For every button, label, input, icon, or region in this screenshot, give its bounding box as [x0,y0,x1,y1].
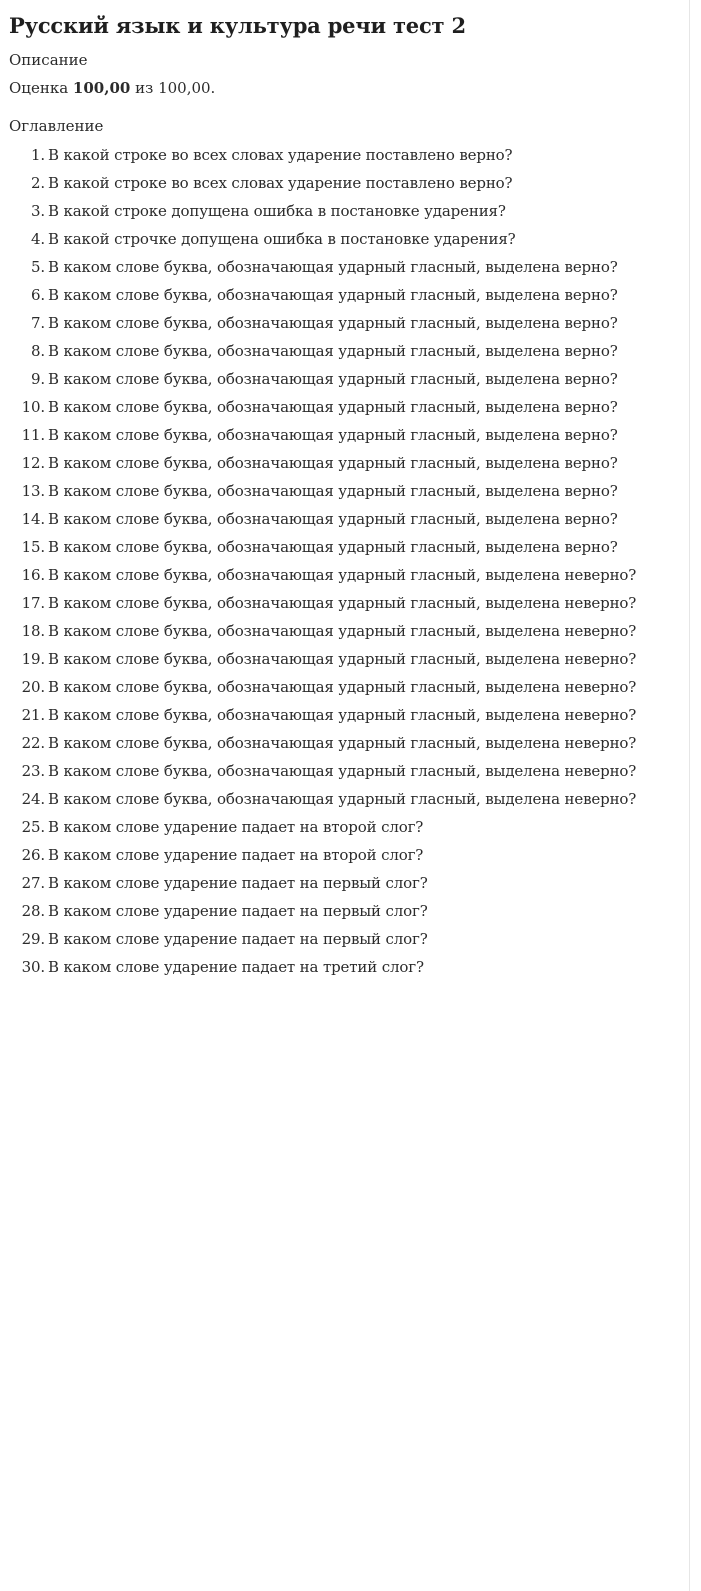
toc-item-number: 19. [21,650,45,668]
toc-item-number: 22. [21,734,45,752]
toc-item-link[interactable]: В каком слове буква, обозначающая ударный гласный, выделена неверно? [48,566,637,584]
toc-item[interactable] [9,225,675,253]
toc-item-number: 9. [30,370,45,388]
toc-item-link[interactable]: В каком слове буква, обозначающая ударный гласный, выделена верно? [48,258,618,276]
toc-item-link[interactable]: В какой строке во всех словах ударение поставлено верно? [48,146,513,164]
toc-item[interactable] [9,925,675,953]
toc-item[interactable] [9,365,675,393]
toc-item-number: 23. [21,762,45,780]
toc-item-link[interactable]: В каком слове буква, обозначающая ударный гласный, выделена верно? [48,510,618,528]
toc-item-number: 15. [21,538,45,556]
toc-item-number: 28. [21,902,45,920]
toc-item-number: 25. [21,818,45,836]
toc-item[interactable] [9,869,675,897]
toc-item[interactable] [9,785,675,813]
toc-item-number: 12. [21,454,45,472]
toc-item-link[interactable]: В каком слове ударение падает на второй слог? [48,818,424,836]
toc-label: Оглавление [9,117,104,135]
toc-item-number: 16. [21,566,45,584]
toc-item-link[interactable]: В каком слове буква, обозначающая ударный гласный, выделена неверно? [48,594,637,612]
toc-item-link[interactable]: В какой строчке допущена ошибка в постановке ударения? [48,230,516,248]
toc-item-number: 4. [30,230,45,248]
toc-item[interactable] [9,841,675,869]
toc-item[interactable] [9,393,675,421]
toc-item-number: 29. [21,930,45,948]
toc-item[interactable] [9,337,675,365]
toc-item-number: 6. [30,286,45,304]
toc-item[interactable] [9,645,675,673]
grade-value: 100,00 [72,79,131,97]
toc-item[interactable] [9,253,675,281]
toc-item-link[interactable]: В каком слове ударение падает на первый слог? [48,930,428,948]
toc-item-link[interactable]: В каком слове буква, обозначающая ударный гласный, выделена неверно? [48,790,637,808]
toc-item[interactable] [9,813,675,841]
grade-suffix: из 100,00. [135,79,216,97]
toc-item-number: 30. [21,958,45,976]
toc-item-number: 24. [21,790,45,808]
toc-item-number: 27. [21,874,45,892]
toc-item-link[interactable]: В какой строке во всех словах ударение поставлено верно? [48,174,513,192]
toc-item[interactable] [9,421,675,449]
description-label: Описание [9,51,88,69]
toc-item-link[interactable]: В каком слове ударение падает на третий слог? [48,958,424,976]
toc-item-number: 14. [21,510,45,528]
toc-item[interactable] [9,197,675,225]
page-title: Русский язык и культура речи тест 2 [9,13,466,38]
toc-item-link[interactable]: В каком слове буква, обозначающая ударный гласный, выделена неверно? [48,678,637,696]
toc-item-link[interactable]: В каком слове буква, обозначающая ударный гласный, выделена неверно? [48,650,637,668]
toc-item[interactable] [9,757,675,785]
toc-item-number: 10. [21,398,45,416]
toc-item[interactable] [9,505,675,533]
toc-item-link[interactable]: В какой строке допущена ошибка в постановке ударения? [48,202,506,220]
toc-item-number: 8. [30,342,45,360]
toc-item-link[interactable]: В каком слове буква, обозначающая ударный гласный, выделена неверно? [48,622,637,640]
toc-item-number: 20. [21,678,45,696]
toc-item-number: 5. [30,258,45,276]
toc-item-link[interactable]: В каком слове буква, обозначающая ударный гласный, выделена верно? [48,342,618,360]
toc-item[interactable] [9,281,675,309]
toc-item-link[interactable]: В каком слове буква, обозначающая ударный гласный, выделена неверно? [48,706,637,724]
toc-item[interactable] [9,673,675,701]
toc-item[interactable] [9,477,675,505]
toc-item-number: 3. [30,202,45,220]
grade-line [9,76,689,100]
toc-item-link[interactable]: В каком слове ударение падает на первый слог? [48,902,428,920]
toc-item[interactable] [9,561,675,589]
toc-item-link[interactable]: В каком слове буква, обозначающая ударный гласный, выделена неверно? [48,734,637,752]
toc-item[interactable] [9,141,675,169]
toc-item-link[interactable]: В каком слове буква, обозначающая ударный гласный, выделена верно? [48,398,618,416]
toc-item-link[interactable]: В каком слове буква, обозначающая ударный гласный, выделена верно? [48,370,618,388]
toc-item-link[interactable]: В каком слове буква, обозначающая ударный гласный, выделена верно? [48,314,618,332]
toc-item[interactable] [9,701,675,729]
toc-item[interactable] [9,729,675,757]
toc-item[interactable] [9,309,675,337]
toc-item-link[interactable]: В каком слове буква, обозначающая ударный гласный, выделена верно? [48,426,618,444]
toc-item-number: 13. [21,482,45,500]
toc-item-link[interactable]: В каком слове буква, обозначающая ударный гласный, выделена верно? [48,286,618,304]
toc-item-number: 17. [21,594,45,612]
toc-item-number: 2. [30,174,45,192]
grade-prefix: Оценка [9,79,69,97]
toc-item-link[interactable]: В каком слове буква, обозначающая ударный гласный, выделена верно? [48,454,618,472]
toc-item[interactable] [9,953,675,981]
toc-item[interactable] [9,169,675,197]
toc-item[interactable] [9,617,675,645]
toc-item-number: 18. [21,622,45,640]
toc-item-link[interactable]: В каком слове ударение падает на первый слог? [48,874,428,892]
toc-item-number: 1. [30,146,45,164]
toc-item-number: 11. [21,426,45,444]
toc-item-link[interactable]: В каком слове ударение падает на второй слог? [48,846,424,864]
toc-item-number: 26. [21,846,45,864]
toc-item-number: 7. [30,314,45,332]
toc-item[interactable] [9,449,675,477]
toc-item[interactable] [9,897,675,925]
toc-item[interactable] [9,589,675,617]
toc-item-number: 21. [21,706,45,724]
toc-item-link[interactable]: В каком слове буква, обозначающая ударный гласный, выделена верно? [48,538,618,556]
toc-item-link[interactable]: В каком слове буква, обозначающая ударный гласный, выделена верно? [48,482,618,500]
toc-item-link[interactable]: В каком слове буква, обозначающая ударный гласный, выделена неверно? [48,762,637,780]
toc-item[interactable] [9,533,675,561]
toc-list [9,141,675,981]
